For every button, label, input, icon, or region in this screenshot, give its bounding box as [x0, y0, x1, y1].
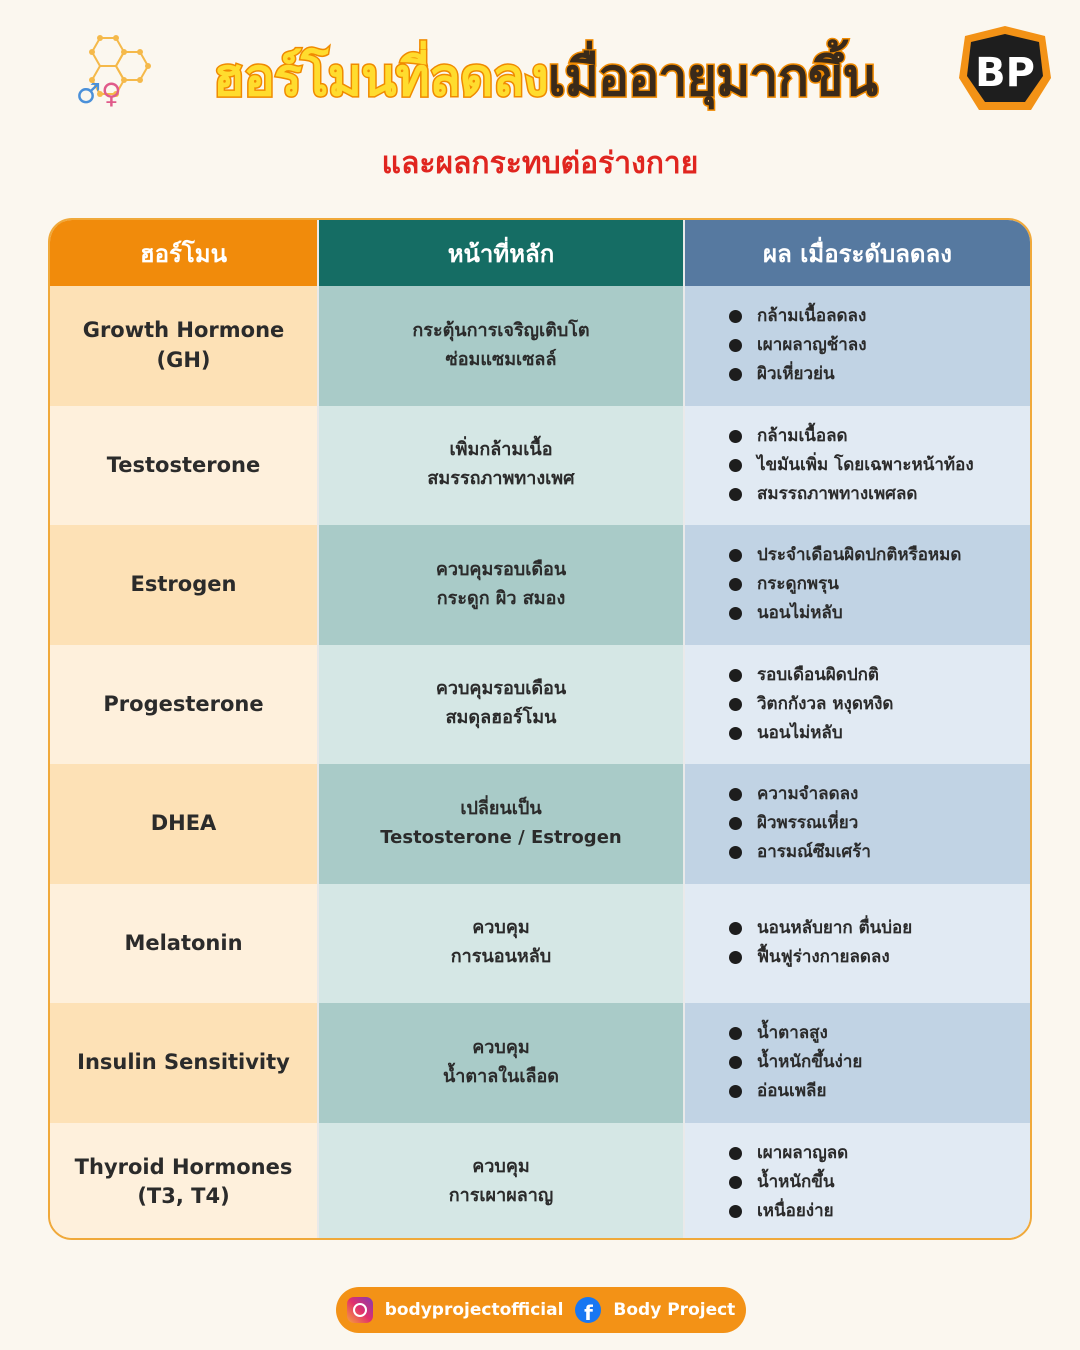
column-header-effects: ผล เมื่อระดับลดลง	[683, 220, 1030, 286]
function-line: ควบคุมรอบเดือน	[435, 558, 567, 580]
hormone-effects	[683, 406, 1030, 526]
effect-item: นอนไม่หลับ	[729, 599, 961, 628]
male-symbol-icon: ♂	[76, 77, 102, 110]
body-project-logo	[955, 22, 1055, 122]
effect-item: เผาผลาญลด	[729, 1139, 848, 1168]
hormone-name	[50, 286, 317, 406]
effect-item: เหนื่อยง่าย	[729, 1197, 848, 1226]
function-line: กระตุ้นการเจริญเติบโต	[412, 319, 590, 341]
effect-item: เผาผลาญช้าลง	[729, 331, 867, 360]
table-row	[50, 525, 1030, 645]
function-line: สมดุลฮอร์โมน	[445, 707, 557, 729]
table-row	[50, 764, 1030, 884]
function-line: การนอนหลับ	[450, 946, 552, 968]
table-header-row	[50, 220, 1030, 286]
effect-item: ฟื้นฟูร่างกายลดลง	[729, 943, 912, 972]
social-footer	[336, 1287, 746, 1333]
function-line: น้ำตาลในเลือด	[442, 1065, 559, 1087]
effect-item: นอนไม่หลับ	[729, 719, 893, 748]
hormone-name	[50, 1123, 317, 1241]
hormone-table	[48, 218, 1032, 1240]
effect-item: ผิวเหี่ยวย่น	[729, 360, 867, 389]
hormone-function	[317, 645, 683, 765]
hormone-name	[50, 764, 317, 884]
logo-text: BP	[975, 50, 1035, 96]
table-row	[50, 884, 1030, 1004]
effect-item: ผิวพรรณเหี่ยว	[729, 809, 871, 838]
effect-item: ความจำลดลง	[729, 780, 871, 809]
hormone-name-line: Progesterone	[103, 691, 264, 716]
hormone-effects	[683, 1003, 1030, 1123]
hormone-effects	[683, 884, 1030, 1004]
hormone-name-line: Testosterone	[106, 452, 261, 477]
column-header-hormone: ฮอร์โมน	[50, 220, 317, 286]
hormone-function	[317, 525, 683, 645]
effect-item: วิตกกังวล หงุดหงิด	[729, 690, 893, 719]
title-part-1: ฮอร์โมนที่ลดลง	[212, 48, 548, 108]
effect-item: ไขมันเพิ่ม โดยเฉพาะหน้าท้อง	[729, 451, 974, 480]
function-line: เปลี่ยนเป็น	[460, 797, 542, 819]
function-line: ควบคุมรอบเดือน	[435, 678, 567, 700]
instagram-handle[interactable]: bodyprojectofficial	[384, 1300, 564, 1320]
hormone-name-line: Insulin Sensitivity	[77, 1050, 290, 1075]
function-line: ควบคุม	[472, 917, 530, 939]
facebook-icon[interactable]: f	[575, 1297, 601, 1323]
effect-item: รอบเดือนผิดปกติ	[729, 661, 893, 690]
title-part-2: เมื่ออายุมากขึ้น	[547, 48, 878, 108]
effect-item: กล้ามเนื้อลดลง	[729, 302, 867, 331]
hormone-name	[50, 525, 317, 645]
female-symbol-icon: ♀	[101, 77, 122, 110]
hormone-function	[317, 1123, 683, 1241]
hormone-function	[317, 406, 683, 526]
hormone-function	[317, 764, 683, 884]
hormone-effects	[683, 645, 1030, 765]
page-subtitle: และผลกระทบต่อร่างกาย	[381, 146, 699, 181]
effect-item: อารมณ์ซึมเศร้า	[729, 838, 871, 867]
hormone-name-line: DHEA	[150, 811, 217, 836]
hormone-name	[50, 884, 317, 1004]
function-line: Testosterone / Estrogen	[380, 826, 622, 848]
hormone-effects	[683, 525, 1030, 645]
hormone-function	[317, 286, 683, 406]
hormone-name	[50, 645, 317, 765]
hormone-name	[50, 1003, 317, 1123]
function-line: สมรรถภาพทางเพศ	[427, 468, 575, 490]
instagram-icon[interactable]	[347, 1297, 373, 1323]
effect-item: สมรรถภาพทางเพศลด	[729, 480, 974, 509]
effect-item: น้ำหนักขึ้นง่าย	[729, 1048, 862, 1077]
effect-item: ประจำเดือนผิดปกติหรือหมด	[729, 541, 961, 570]
table-row	[50, 286, 1030, 406]
header	[0, 0, 1080, 200]
table-row	[50, 1123, 1030, 1241]
hormone-name-line: Estrogen	[130, 572, 237, 597]
effect-item: อ่อนเพลีย	[729, 1077, 862, 1106]
function-line: กระดูก ผิว สมอง	[436, 587, 566, 609]
hormone-function	[317, 884, 683, 1004]
hormone-name-line: (GH)	[156, 347, 211, 372]
hormone-name-line: Melatonin	[124, 930, 243, 955]
function-line: ควบคุม	[472, 1156, 530, 1178]
hormone-effects	[683, 286, 1030, 406]
function-line: การเผาผลาญ	[448, 1185, 554, 1207]
column-header-function: หน้าที่หลัก	[317, 220, 683, 286]
function-line: ควบคุม	[472, 1036, 530, 1058]
hormone-effects	[683, 764, 1030, 884]
table-row	[50, 645, 1030, 765]
hormone-name	[50, 406, 317, 526]
table-row	[50, 1003, 1030, 1123]
hormone-function	[317, 1003, 683, 1123]
effect-item: น้ำหนักขึ้น	[729, 1168, 848, 1197]
effect-item: นอนหลับยาก ตื่นบ่อย	[729, 914, 912, 943]
hormone-name-line: (T3, T4)	[137, 1184, 230, 1209]
effect-item: กล้ามเนื้อลด	[729, 422, 974, 451]
table-row	[50, 406, 1030, 526]
effect-item: กระดูกพรุน	[729, 570, 961, 599]
hormone-name-line: Thyroid Hormones	[74, 1154, 293, 1179]
facebook-name[interactable]: Body Project	[613, 1300, 736, 1320]
effect-item: น้ำตาลสูง	[729, 1019, 862, 1048]
hormone-name-line: Growth Hormone	[82, 318, 285, 343]
function-line: เพิ่มกล้ามเนื้อ	[449, 439, 553, 461]
function-line: ซ่อมแซมเซลล์	[445, 348, 557, 370]
gender-symbols-icon	[76, 77, 122, 110]
page-title	[150, 48, 940, 108]
hormone-effects	[683, 1123, 1030, 1241]
